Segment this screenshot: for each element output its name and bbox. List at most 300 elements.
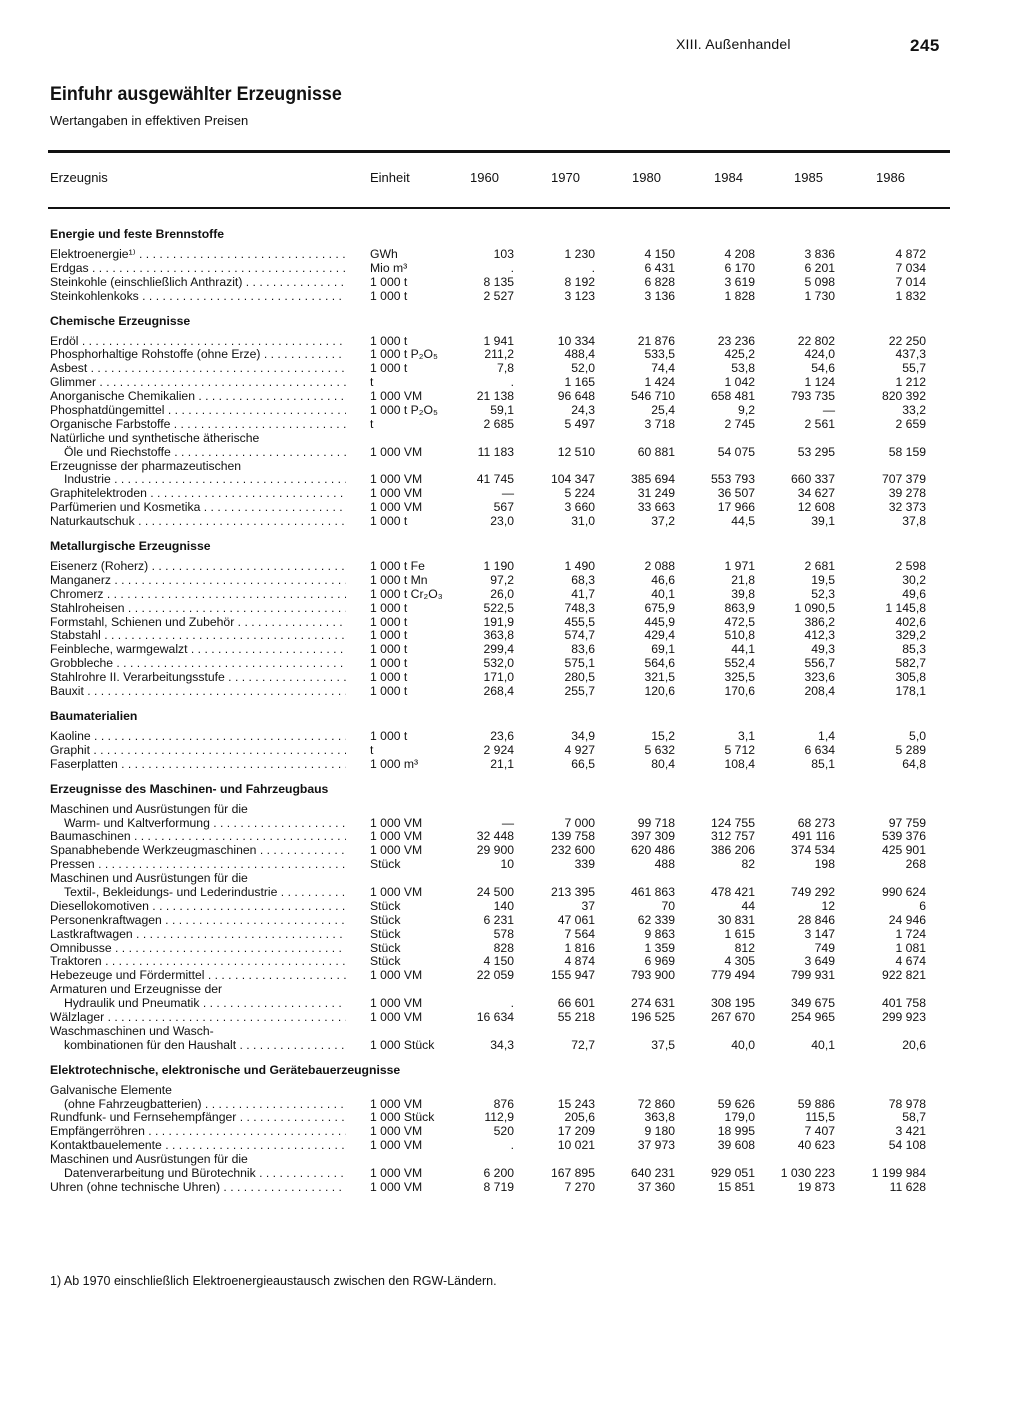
cell-value-1984: 308 195	[710, 996, 755, 1011]
cell-value-1985: 491 116	[791, 829, 835, 844]
cell-value-1984: 170,6	[724, 684, 755, 699]
cell-value-1986: 437,3	[895, 347, 926, 362]
cell-value-1960: 522,5	[483, 600, 514, 615]
row-label: Textil-, Bekleidungs- und Lederindustrie . . .	[64, 886, 346, 900]
row-unit: t	[370, 742, 374, 757]
cell-value-1960: 2 924	[483, 742, 514, 757]
cell-value-1960: 8 135	[483, 274, 514, 289]
cell-value-1980: 533,5	[644, 347, 675, 362]
row-unit: 1 000 t	[370, 728, 408, 743]
cell-value-1986: 6	[919, 898, 926, 913]
cell-value-1980: 120,6	[644, 684, 675, 699]
cell-value-1985: 19 873	[797, 1179, 835, 1194]
table-row	[48, 730, 950, 744]
cell-value-1986: 97 759	[888, 815, 926, 830]
table-row	[48, 886, 950, 900]
cell-value-1985: 349 675	[790, 996, 835, 1011]
cell-value-1985: 39,1	[811, 514, 835, 529]
cell-value-1985: 749	[814, 940, 835, 955]
row-label: Baumaschinen . . .	[50, 830, 346, 844]
cell-value-1980: 37,5	[651, 1037, 675, 1052]
row-unit: 1 000 VM	[370, 829, 423, 844]
table-row	[48, 1111, 950, 1125]
cell-value-1984: 779 494	[710, 968, 755, 983]
row-label: Graphitelektroden . . .	[50, 487, 346, 501]
cell-value-1986: 24 946	[888, 912, 926, 927]
cell-value-1980: 21 876	[637, 333, 675, 348]
table-row	[48, 969, 950, 983]
cell-value-1980: 321,5	[644, 670, 675, 685]
row-unit: 1 000 t	[370, 333, 408, 348]
section-title-chemische-erzeugnisse	[48, 313, 950, 335]
cell-value-1970: 15 243	[557, 1096, 595, 1111]
cell-value-1970: 10 334	[557, 333, 595, 348]
table-row	[48, 335, 950, 349]
footnote: 1) Ab 1970 einschließlich Elektroenergieaustausch zwischen den RGW-Ländern.	[50, 1274, 497, 1288]
row-unit: Stück	[370, 912, 401, 927]
row-unit: 1 000 t	[370, 628, 408, 643]
row-label: Eisenerz (Roherz) . . .	[50, 560, 346, 574]
cell-value-1980: 31 249	[637, 486, 675, 501]
cell-value-1960: 268,4	[483, 684, 514, 699]
cell-value-1960: 363,8	[483, 628, 514, 643]
cell-value-1984: 812	[734, 940, 755, 955]
cell-value-1986: 402,6	[895, 614, 926, 629]
row-label: kombinationen für den Haushalt . . .	[64, 1039, 346, 1053]
row-label: Erzeugnisse der pharmazeutischen	[50, 459, 242, 473]
cell-value-1980: 99 718	[637, 815, 675, 830]
cell-value-1960: 112,9	[484, 1110, 514, 1125]
row-unit: 1 000 t Cr₂O₃	[370, 586, 443, 601]
cell-value-1984: 472,5	[724, 614, 755, 629]
cell-value-1984: 6 170	[724, 260, 755, 275]
cell-value-1985: 40 623	[797, 1138, 835, 1153]
row-unit: 1 000 t	[370, 656, 408, 671]
row-unit: 1 000 t	[370, 684, 408, 699]
cell-value-1984: 929 051	[710, 1165, 755, 1180]
cell-value-1986: 401 758	[881, 996, 926, 1011]
row-label: Traktoren . . .	[50, 955, 346, 969]
cell-value-1984: 30 831	[717, 912, 755, 927]
cell-value-1986: 78 978	[888, 1096, 926, 1111]
section-title-text: Baumaterialien	[50, 708, 138, 723]
cell-value-1980: 69,1	[651, 642, 675, 657]
cell-value-1984: 18 995	[717, 1124, 755, 1139]
column-header-1980: 1980	[632, 170, 661, 185]
row-label: Omnibusse . . .	[50, 942, 346, 956]
table-row	[48, 643, 950, 657]
cell-value-1960: .	[510, 260, 514, 275]
cell-value-1984: 82	[741, 857, 755, 872]
cell-value-1970: 8 192	[564, 274, 595, 289]
cell-value-1984: 2 745	[724, 416, 755, 431]
cell-value-1985: 323,6	[804, 670, 835, 685]
cell-value-1985: 793 735	[790, 389, 835, 404]
row-label: Grobbleche . . .	[50, 657, 346, 671]
cell-value-1985: 53 295	[797, 444, 835, 459]
cell-value-1980: 488	[654, 857, 675, 872]
row-label: Galvanische Elemente	[50, 1083, 172, 1097]
row-label: Uhren (ohne technische Uhren) . . .	[50, 1181, 346, 1195]
cell-value-1986: 20,6	[902, 1037, 926, 1052]
row-unit: 1 000 t	[370, 514, 408, 529]
row-label: Maschinen und Ausrüstungen für die	[50, 872, 248, 886]
cell-value-1986: 58,7	[902, 1110, 926, 1125]
row-unit: GWh	[370, 247, 398, 261]
cell-value-1984: 15 851	[717, 1179, 755, 1194]
table-row	[48, 803, 950, 817]
table-row	[48, 1084, 950, 1098]
data-table	[48, 226, 950, 1195]
row-unit: 1 000 t	[370, 642, 408, 657]
section-spacer	[48, 1053, 950, 1062]
cell-value-1986: 1 145,8	[885, 600, 926, 615]
cell-value-1985: 660 337	[790, 472, 835, 487]
table-row	[48, 758, 950, 772]
cell-value-1986: 1 212	[895, 375, 926, 390]
cell-value-1960: —	[501, 486, 514, 501]
cell-value-1980: 33 663	[637, 500, 675, 515]
row-unit: Stück	[370, 857, 401, 872]
cell-value-1970: 748,3	[564, 600, 595, 615]
section-title-text: Metallurgische Erzeugnisse	[50, 539, 211, 554]
cell-value-1980: 9 863	[644, 926, 675, 941]
row-label: Chromerz . . .	[50, 588, 346, 602]
cell-value-1960: 21 138	[476, 389, 514, 404]
cell-value-1960: 6 200	[483, 1165, 514, 1180]
cell-value-1986: 922 821	[881, 968, 926, 983]
table-row	[48, 376, 950, 390]
cell-value-1984: 40,0	[731, 1037, 755, 1052]
cell-value-1970: 47 061	[557, 912, 595, 927]
cell-value-1970: 4 927	[564, 742, 595, 757]
table-row	[48, 942, 950, 956]
cell-value-1985: 19,5	[811, 572, 835, 587]
section-spacer	[48, 304, 950, 313]
cell-value-1986: 30,2	[902, 572, 926, 587]
cell-value-1970: 31,0	[571, 514, 595, 529]
cell-value-1980: 6 828	[644, 274, 675, 289]
row-label: Steinkohlenkoks . . .	[50, 290, 346, 304]
row-label: Empfängerröhren . . .	[50, 1125, 346, 1139]
cell-value-1980: 70	[661, 898, 675, 913]
cell-value-1970: 339	[574, 857, 595, 872]
row-unit: 1 000 VM	[370, 1179, 423, 1194]
cell-value-1984: 44	[741, 898, 755, 913]
cell-value-1986: 305,8	[895, 670, 926, 685]
cell-value-1985: 1 124	[804, 375, 835, 390]
cell-value-1984: 23 236	[717, 333, 755, 348]
row-label: Faserplatten . . .	[50, 758, 346, 772]
cell-value-1980: 620 486	[630, 843, 675, 858]
cell-value-1984: 36 507	[717, 486, 755, 501]
row-label: Armaturen und Erzeugnisse der	[50, 983, 223, 997]
cell-value-1980: 793 900	[630, 968, 675, 983]
cell-value-1984: 552,4	[724, 656, 755, 671]
row-label: Erdgas . . .	[50, 262, 346, 276]
cell-value-1970: 488,4	[564, 347, 595, 362]
cell-value-1960: 59,1	[490, 403, 514, 418]
cell-value-1986: 64,8	[902, 756, 926, 771]
cell-value-1980: 72 860	[637, 1096, 675, 1111]
cell-value-1960: 41 745	[476, 472, 514, 487]
cell-value-1986: 32 373	[888, 500, 926, 515]
cell-value-1980: 445,9	[644, 614, 675, 629]
cell-value-1986: 4 674	[895, 954, 926, 969]
cell-value-1970: 52,0	[571, 361, 595, 376]
cell-value-1985: 254 965	[790, 1009, 835, 1024]
table-row	[48, 348, 950, 362]
cell-value-1985: 3 649	[804, 954, 835, 969]
cell-value-1985: 1,4	[818, 728, 835, 743]
row-unit: Stück	[370, 898, 401, 913]
cell-value-1986: 39 278	[888, 486, 926, 501]
cell-value-1970: 205,6	[564, 1110, 595, 1125]
table-row	[48, 248, 950, 262]
cell-value-1984: 553 793	[710, 472, 755, 487]
cell-value-1986: 582,7	[895, 656, 926, 671]
cell-value-1984: 39 608	[717, 1138, 755, 1153]
cell-value-1985: 54,6	[811, 361, 835, 376]
table-row	[48, 1039, 950, 1053]
cell-value-1985: 7 407	[804, 1124, 835, 1139]
table-row	[48, 616, 950, 630]
row-unit: Stück	[370, 954, 401, 969]
cell-value-1970: 232 600	[550, 843, 595, 858]
cell-value-1984: 9,2	[738, 403, 755, 418]
row-unit: 1 000 t	[370, 361, 408, 376]
cell-value-1984: 3 619	[724, 274, 755, 289]
cell-value-1980: 25,4	[651, 403, 675, 418]
table-row	[48, 955, 950, 969]
cell-value-1960: 520	[493, 1124, 514, 1139]
row-label: Personenkraftwagen . . .	[50, 914, 346, 928]
cell-value-1984: 1 615	[724, 926, 755, 941]
section-title-baumaterialien	[48, 708, 950, 730]
table-row	[48, 418, 950, 432]
table-row	[48, 900, 950, 914]
row-label: Rundfunk- und Fernsehempfänger . . .	[50, 1111, 346, 1125]
cell-value-1986: 707 379	[881, 472, 926, 487]
table-row	[48, 487, 950, 501]
cell-value-1970: 1 165	[564, 375, 595, 390]
cell-value-1985: —	[822, 403, 835, 418]
page-title: Einfuhr ausgewählter Erzeugnisse	[50, 84, 342, 105]
row-unit: 1 000 VM	[370, 815, 423, 830]
table-header	[48, 170, 950, 188]
row-unit: 1 000 VM	[370, 996, 423, 1011]
row-label: Parfümerien und Kosmetika . . .	[50, 501, 346, 515]
cell-value-1960: 11 183	[477, 444, 514, 459]
row-unit: 1 000 VM	[370, 472, 423, 487]
cell-value-1986: 7 034	[895, 260, 926, 275]
row-unit: Stück	[370, 940, 401, 955]
cell-value-1960: 103	[493, 247, 514, 261]
cell-value-1985: 12	[821, 898, 835, 913]
cell-value-1960: 211,2	[484, 347, 514, 362]
column-header-1985: 1985	[794, 170, 823, 185]
cell-value-1980: 3 718	[644, 416, 675, 431]
row-label: Organische Farbstoffe . . .	[50, 418, 346, 432]
row-unit: 1 000 m³	[370, 756, 419, 771]
cell-value-1980: 40,1	[651, 586, 675, 601]
cell-value-1985: 5 098	[804, 274, 835, 289]
row-unit: 1 000 Stück	[370, 1037, 435, 1052]
cell-value-1984: 4 305	[724, 954, 755, 969]
row-label: Naturkautschuk . . .	[50, 515, 346, 529]
section-title-elektrotechnische-elektronische-und-ger-tebauerzeugnisse	[48, 1062, 950, 1084]
row-label: Manganerz . . .	[50, 574, 346, 588]
cell-value-1984: 658 481	[710, 389, 755, 404]
cell-value-1970: 66 601	[557, 996, 595, 1011]
cell-value-1986: 1 724	[895, 926, 926, 941]
cell-value-1960: 23,6	[490, 728, 514, 743]
row-unit: 1 000 VM	[370, 486, 423, 501]
cell-value-1980: 4 150	[644, 247, 675, 261]
cell-value-1986: 54 108	[888, 1138, 926, 1153]
row-unit: 1 000 VM	[370, 500, 423, 515]
cell-value-1985: 12 608	[797, 500, 835, 515]
row-label: Feinbleche, warmgewalzt . . .	[50, 643, 346, 657]
cell-value-1985: 1 730	[804, 288, 835, 303]
table-row	[48, 1011, 950, 1025]
cell-value-1970: 167 895	[550, 1165, 595, 1180]
cell-value-1986: 1 199 984	[871, 1165, 926, 1180]
cell-value-1970: 10 021	[557, 1138, 595, 1153]
cell-value-1985: 386,2	[804, 614, 835, 629]
section-heading: XIII. Außenhandel	[676, 36, 791, 52]
cell-value-1985: 424,0	[804, 347, 835, 362]
cell-value-1985: 40,1	[811, 1037, 835, 1052]
row-label: Phosphatdüngemittel . . .	[50, 404, 346, 418]
table-row	[48, 844, 950, 858]
table-row	[48, 629, 950, 643]
row-label: Wälzlager . . .	[50, 1011, 346, 1025]
table-row	[48, 1025, 950, 1039]
table-row	[48, 914, 950, 928]
cell-value-1960: 1 941	[483, 333, 514, 348]
section-title-metallurgische-erzeugnisse	[48, 538, 950, 560]
cell-value-1960: .	[510, 375, 514, 390]
cell-value-1970: 1 490	[564, 559, 595, 574]
cell-value-1980: 6 969	[644, 954, 675, 969]
cell-value-1985: 1 030 223	[780, 1165, 835, 1180]
cell-value-1984: 5 712	[724, 742, 755, 757]
cell-value-1985: 115,5	[805, 1110, 835, 1125]
cell-value-1970: 41,7	[571, 586, 595, 601]
cell-value-1980: 5 632	[644, 742, 675, 757]
row-label: Öle und Riechstoffe . . .	[64, 446, 346, 460]
cell-value-1960: 876	[493, 1096, 514, 1111]
table-row	[48, 501, 950, 515]
cell-value-1986: 329,2	[895, 628, 926, 643]
page-subtitle: Wertangaben in effektiven Preisen	[50, 113, 249, 128]
cell-value-1985: 85,1	[811, 756, 835, 771]
cell-value-1984: 179,0	[724, 1110, 755, 1125]
cell-value-1960: 97,2	[490, 572, 514, 587]
cell-value-1980: 3 136	[644, 288, 675, 303]
cell-value-1960: 4 150	[483, 954, 514, 969]
cell-value-1970: 17 209	[557, 1124, 595, 1139]
table-row	[48, 657, 950, 671]
cell-value-1985: 52,3	[811, 586, 835, 601]
row-label: Warm- und Kaltverformung . . .	[64, 817, 346, 831]
cell-value-1970: 280,5	[564, 670, 595, 685]
table-row	[48, 1098, 950, 1112]
cell-value-1985: 412,3	[804, 628, 835, 643]
cell-value-1960: 532,0	[483, 656, 514, 671]
cell-value-1970: 5 224	[564, 486, 595, 501]
table-row	[48, 588, 950, 602]
cell-value-1986: 1 832	[895, 288, 926, 303]
table-row	[48, 446, 950, 460]
cell-value-1970: 34,9	[571, 728, 595, 743]
row-label: Formstahl, Schienen und Zubehör . . .	[50, 616, 346, 630]
cell-value-1980: 196 525	[630, 1009, 675, 1024]
table-row	[48, 1139, 950, 1153]
cell-value-1986: 2 598	[895, 559, 926, 574]
cell-value-1970: 574,7	[564, 628, 595, 643]
cell-value-1986: 425 901	[881, 843, 926, 858]
row-unit: 1 000 t	[370, 670, 408, 685]
cell-value-1960: 29 900	[476, 843, 514, 858]
row-unit: 1 000 t	[370, 288, 408, 303]
row-label: Glimmer . . .	[50, 376, 346, 390]
row-unit: 1 000 VM	[370, 884, 423, 899]
section-title-erzeugnisse-des-maschinen-und-fahrzeugbaus	[48, 781, 950, 803]
table-row	[48, 1125, 950, 1139]
row-label: Anorganische Chemikalien . . .	[50, 390, 346, 404]
row-label: Diesellokomotiven . . .	[50, 900, 346, 914]
table-row	[48, 1153, 950, 1167]
row-unit: 1 000 t P₂O₅	[370, 403, 438, 418]
cell-value-1985: 6 634	[804, 742, 835, 757]
cell-value-1970: 72,7	[571, 1037, 595, 1052]
cell-value-1970: 37	[581, 898, 595, 913]
cell-value-1970: 104 347	[550, 472, 595, 487]
cell-value-1986: 55,7	[902, 361, 926, 376]
cell-value-1980: 564,6	[644, 656, 675, 671]
row-label: Natürliche und synthetische ätherische	[50, 431, 260, 445]
cell-value-1986: 37,8	[902, 514, 926, 529]
cell-value-1985: 208,4	[804, 684, 835, 699]
table-row	[48, 685, 950, 699]
table-row	[48, 997, 950, 1011]
cell-value-1986: 268	[905, 857, 926, 872]
cell-value-1985: 556,7	[804, 656, 835, 671]
row-label: Spanabhebende Werkzeugmaschinen . . .	[50, 844, 346, 858]
cell-value-1984: 44,5	[731, 514, 755, 529]
cell-value-1980: 274 631	[630, 996, 675, 1011]
section-spacer	[48, 699, 950, 708]
row-unit: 1 000 VM	[370, 1165, 423, 1180]
cell-value-1970: .	[591, 260, 595, 275]
cell-value-1986: 5 289	[895, 742, 926, 757]
cell-value-1984: 325,5	[724, 670, 755, 685]
cell-value-1986: 3 421	[895, 1124, 926, 1139]
cell-value-1980: 429,4	[644, 628, 675, 643]
row-label: Hebezeuge und Fördermittel . . .	[50, 969, 346, 983]
cell-value-1960: .	[510, 1138, 514, 1153]
cell-value-1970: 213 395	[550, 884, 595, 899]
cell-value-1985: 68 273	[797, 815, 835, 830]
row-label: Waschmaschinen und Wasch-	[50, 1024, 214, 1038]
row-unit: 1 000 VM	[370, 843, 423, 858]
cell-value-1984: 3,1	[738, 728, 755, 743]
table-row	[48, 928, 950, 942]
table-row	[48, 1167, 950, 1181]
table-row	[48, 1181, 950, 1195]
